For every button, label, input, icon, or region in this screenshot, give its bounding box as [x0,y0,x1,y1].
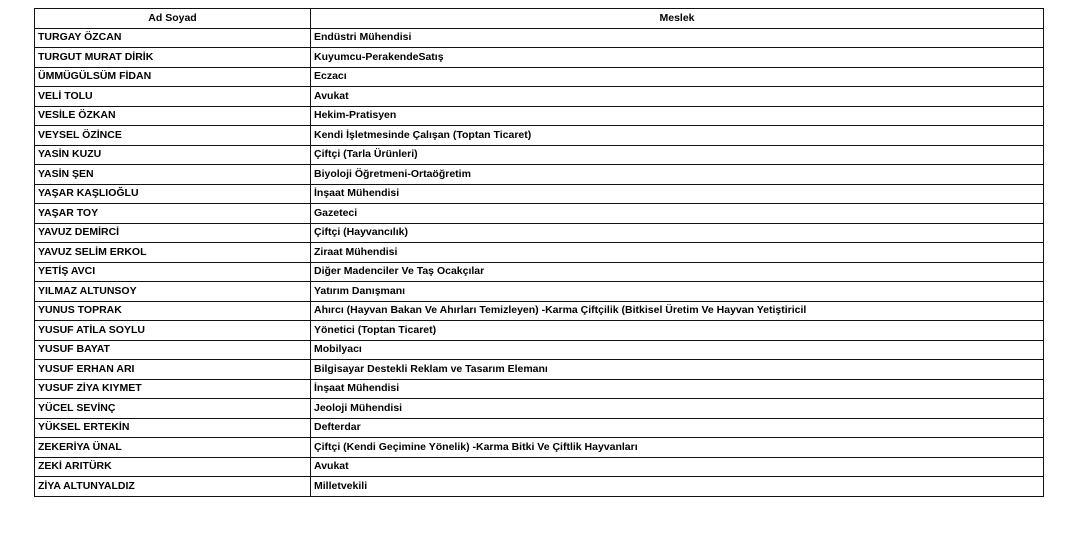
table-row [35,48,1044,68]
table-row [35,360,1044,380]
cell-profession[interactable]: Yönetici (Toptan Ticaret) [311,321,1044,341]
cell-profession[interactable]: Ziraat Mühendisi [311,243,1044,263]
cell-name[interactable]: ÜMMÜGÜLSÜM FİDAN [35,67,311,87]
cell-name[interactable]: VEYSEL ÖZİNCE [35,126,311,146]
cell-profession[interactable]: Yatırım Danışmanı [311,282,1044,302]
cell-name[interactable]: YILMAZ ALTUNSOY [35,282,311,302]
table-body [35,28,1044,496]
table-row [35,321,1044,341]
column-header-profession[interactable]: Meslek [311,9,1044,29]
cell-profession[interactable]: Jeoloji Mühendisi [311,399,1044,419]
cell-name[interactable]: YETİŞ AVCI [35,262,311,282]
table-row [35,28,1044,48]
cell-name[interactable]: YAŞAR KAŞLIOĞLU [35,184,311,204]
cell-profession[interactable]: Kuyumcu-PerakendeSatış [311,48,1044,68]
cell-profession[interactable]: Bilgisayar Destekli Reklam ve Tasarım Elemanı [311,360,1044,380]
table-row [35,418,1044,438]
table-row [35,301,1044,321]
table-row [35,438,1044,458]
cell-name[interactable]: YUSUF BAYAT [35,340,311,360]
cell-profession[interactable]: Milletvekili [311,477,1044,497]
cell-name[interactable]: YUSUF ERHAN ARI [35,360,311,380]
table-row [35,145,1044,165]
table-row [35,262,1044,282]
table-row [35,457,1044,477]
cell-profession[interactable]: Hekim-Pratisyen [311,106,1044,126]
cell-name[interactable]: YÜCEL SEVİNÇ [35,399,311,419]
cell-name[interactable]: VELİ TOLU [35,87,311,107]
data-table [34,8,1044,497]
cell-name[interactable]: TURGUT MURAT DİRİK [35,48,311,68]
table-row [35,184,1044,204]
table-row [35,243,1044,263]
spreadsheet-view [34,8,1043,497]
cell-profession[interactable]: Ahırcı (Hayvan Bakan Ve Ahırları Temizleyen) -Karma Çiftçilik (Bitkisel Üretim Ve Hayvan Yetiştiricil [311,301,1044,321]
cell-profession[interactable]: Endüstri Mühendisi [311,28,1044,48]
cell-name[interactable]: YAVUZ SELİM ERKOL [35,243,311,263]
table-row [35,477,1044,497]
table-row [35,67,1044,87]
cell-name[interactable]: TURGAY ÖZCAN [35,28,311,48]
table-row [35,106,1044,126]
table-row [35,223,1044,243]
cell-profession[interactable]: Avukat [311,87,1044,107]
cell-profession[interactable]: İnşaat Mühendisi [311,184,1044,204]
cell-profession[interactable]: Diğer Madenciler Ve Taş Ocakçılar [311,262,1044,282]
cell-name[interactable]: YASİN KUZU [35,145,311,165]
table-row [35,165,1044,185]
cell-profession[interactable]: Avukat [311,457,1044,477]
cell-name[interactable]: ZEKERİYA ÜNAL [35,438,311,458]
cell-profession[interactable]: Eczacı [311,67,1044,87]
cell-name[interactable]: YUSUF ZİYA KIYMET [35,379,311,399]
table-row [35,126,1044,146]
column-header-name[interactable]: Ad Soyad [35,9,311,29]
cell-profession[interactable]: Çiftçi (Kendi Geçimine Yönelik) -Karma Bitki Ve Çiftlik Hayvanları [311,438,1044,458]
cell-profession[interactable]: Defterdar [311,418,1044,438]
cell-profession[interactable]: Çiftçi (Tarla Ürünleri) [311,145,1044,165]
cell-name[interactable]: VESİLE ÖZKAN [35,106,311,126]
cell-profession[interactable]: Çiftçi (Hayvancılık) [311,223,1044,243]
cell-name[interactable]: YÜKSEL ERTEKİN [35,418,311,438]
cell-name[interactable]: YAŞAR TOY [35,204,311,224]
table-row [35,282,1044,302]
cell-name[interactable]: YUNUS TOPRAK [35,301,311,321]
table-row [35,87,1044,107]
table-row [35,340,1044,360]
cell-profession[interactable]: Gazeteci [311,204,1044,224]
table-row [35,379,1044,399]
cell-profession[interactable]: Biyoloji Öğretmeni-Ortaöğretim [311,165,1044,185]
header-row [35,9,1044,29]
cell-name[interactable]: ZEKİ ARITÜRK [35,457,311,477]
cell-profession[interactable]: Kendi İşletmesinde Çalışan (Toptan Ticaret) [311,126,1044,146]
cell-profession[interactable]: Mobilyacı [311,340,1044,360]
cell-name[interactable]: YASİN ŞEN [35,165,311,185]
table-row [35,204,1044,224]
cell-name[interactable]: YAVUZ DEMİRCİ [35,223,311,243]
table-row [35,399,1044,419]
cell-name[interactable]: YUSUF ATİLA SOYLU [35,321,311,341]
cell-profession[interactable]: İnşaat Mühendisi [311,379,1044,399]
cell-name[interactable]: ZİYA ALTUNYALDIZ [35,477,311,497]
